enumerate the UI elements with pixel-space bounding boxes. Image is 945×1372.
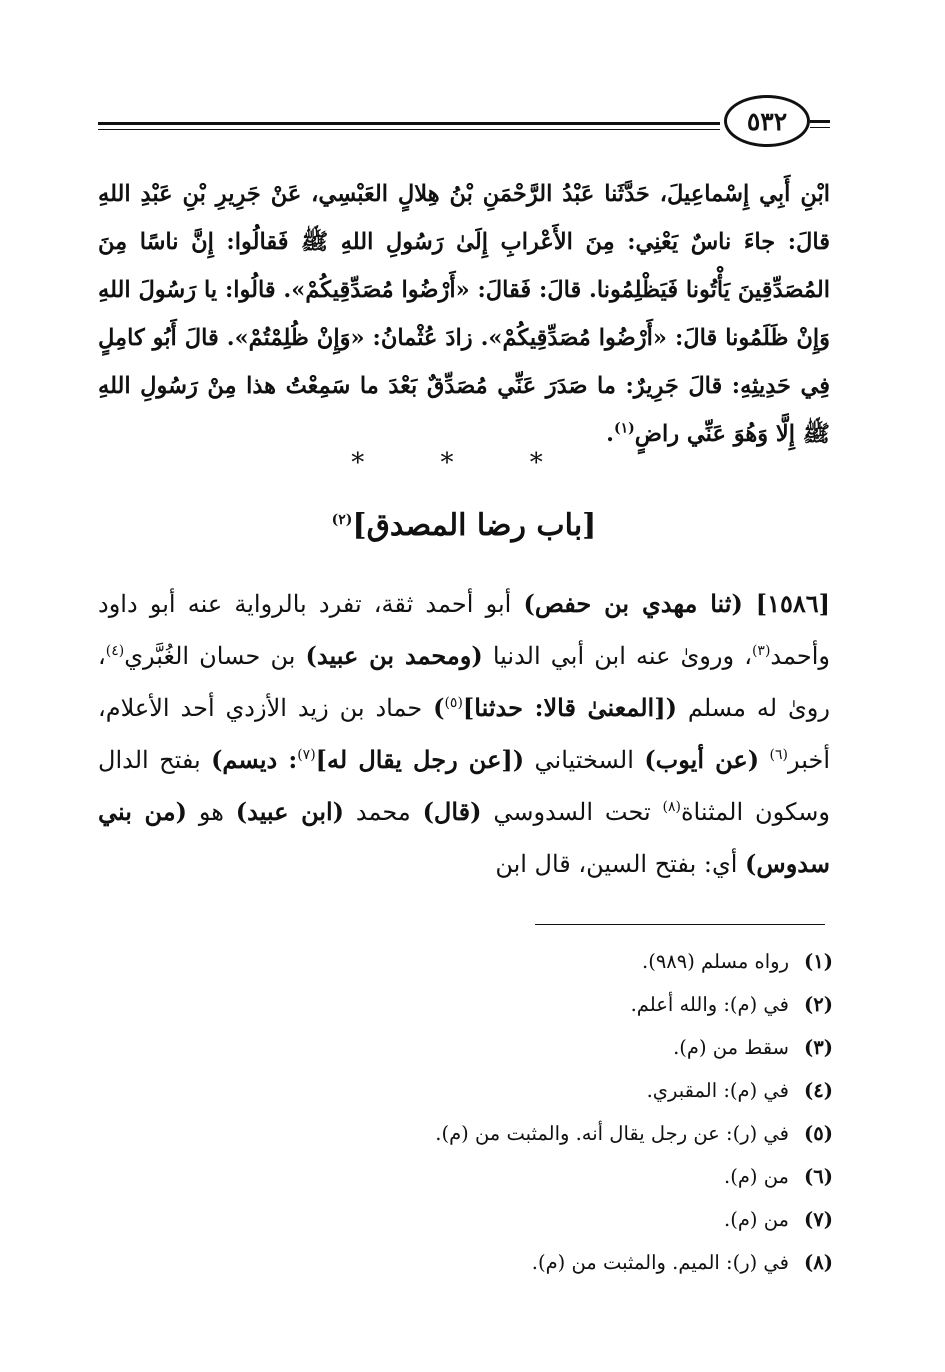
footnote-ref-8: (٨)	[662, 799, 681, 815]
footnote-number: (٦)	[804, 1165, 833, 1188]
footnote-text: من (م).	[724, 1208, 789, 1231]
commentary-segment: ، روىٰ له مسلم	[98, 642, 830, 722]
commentary-segment: (قال)	[422, 797, 482, 826]
commentary-segment: بن حسان الغُبَّري	[124, 642, 306, 670]
chapter-title	[98, 508, 830, 543]
footnote-text: في (ر): عن رجل يقال أنه. والمثبت من (م).	[435, 1122, 789, 1145]
hadith-end: .	[606, 421, 614, 447]
commentary-segment: حماد بن زيد الأزدي أحد الأعلام، أخبر	[98, 694, 830, 774]
header-rule	[98, 122, 720, 125]
commentary-segment: هو	[186, 798, 236, 826]
commentary-segment: (ابن عبيد)	[235, 797, 345, 826]
footnote-ref-5: (٥)	[444, 695, 463, 711]
commentary-segment: أي: بفتح السين، قال ابن	[495, 850, 746, 878]
footnotes	[233, 940, 833, 1284]
commentary-segment: ، وروىٰ عنه ابن أبي الدنيا	[482, 642, 752, 670]
commentary-segment: (ومحمد بن عبيد)	[305, 641, 483, 670]
commentary-segment: محمد	[344, 798, 423, 826]
page-number: ٥٣٢	[724, 95, 810, 147]
commentary-segment: السختياني	[524, 746, 645, 774]
commentary-segment: أبو أحمد ثقة، تفرد بالرواية عنه أبو داود وأحمد	[98, 590, 830, 670]
footnote-ref-6: (٦)	[769, 747, 788, 763]
footnote-text: في (ر): الميم. والمثبت من (م).	[531, 1251, 789, 1274]
commentary-segment: : ديسم)	[211, 745, 298, 774]
commentary-segment: [١٥٨٦] (ثنا مهدي بن حفص)	[523, 589, 830, 618]
commentary-text	[98, 578, 830, 890]
footnote-text: في (م): المقبري.	[646, 1079, 789, 1102]
footnote	[233, 940, 833, 983]
footnote-text: في (م): والله أعلم.	[630, 993, 789, 1016]
footnote	[233, 983, 833, 1026]
header-rule-thin	[98, 129, 720, 130]
commentary-segment: (من بني سدوس)	[98, 797, 830, 878]
footnote-number: (٨)	[804, 1251, 833, 1274]
header-rule-stub-thin	[810, 127, 830, 128]
commentary-segment: تحت السدوسي	[481, 798, 663, 826]
footnote-number: (١)	[804, 950, 833, 973]
commentary-segment: (عن أيوب)	[644, 745, 760, 774]
hadith-text	[98, 170, 830, 458]
footnote-ref-3: (٣)	[751, 643, 771, 659]
page-header	[98, 92, 830, 152]
footnote	[233, 1155, 833, 1198]
footnote-number: (٤)	[804, 1079, 833, 1102]
footnote-ref-4: (٤)	[105, 643, 125, 659]
footnote-number: (٥)	[804, 1122, 833, 1145]
footnote	[233, 1241, 833, 1284]
footnote-number: (٢)	[804, 993, 833, 1016]
commentary-segment	[759, 746, 769, 774]
footnote	[233, 1198, 833, 1241]
footnote-text: رواه مسلم (٩٨٩).	[642, 950, 789, 973]
footnote-number: (٧)	[804, 1208, 833, 1231]
commentary-segment: بفتح الدال وسكون المثناة	[98, 746, 830, 826]
footnote-ref-1: (١)	[613, 420, 635, 437]
footnote-text: من (م).	[724, 1165, 789, 1188]
commentary-segment: ([عن رجل يقال له]	[315, 745, 525, 774]
footnote-text: سقط من (م).	[673, 1036, 789, 1059]
footnote-ref-7: (٧)	[297, 747, 316, 763]
chapter-title-text: [باب رضا المصدق]	[352, 508, 597, 543]
hadith-body: ابْنِ أَبِي إِسْماعِيلَ، حَدَّثَنا عَبْدُ الرَّحْمَنِ بْنُ هِلالٍ العَبْسِي، عَنْ جَرِيرِ بْنِ عَبْدِ اللهِ قالَ: جاءَ ناسٌ يَعْنِي: مِنَ الأَعْرابِ إِلَىٰ رَسُولِ اللهِ ﷺ فَقالُوا: إِنَّ ناسًا مِنَ المُصَدِّقِينَ يَأْتُونا فَيَظْلِمُونا. قالَ: فَقالَ: «أَرْضُوا مُصَدِّقِيكُمْ». قالُوا: يا رَسُولَ اللهِ وَإِنْ ظَلَمُونا قالَ: «أَرْضُوا مُصَدِّقِيكُمْ». زادَ عُثْمانُ: «وَإِنْ ظُلِمْتُمْ». قالَ أَبُو كامِلٍ فِي حَدِيثِهِ: قالَ جَرِيرٌ: ما صَدَرَ عَنِّي مُصَدِّقٌ بَعْدَ ما سَمِعْتُ هذا مِنْ رَسُولِ اللهِ ﷺ إِلَّا وَهُوَ عَنِّي راضٍ	[98, 181, 831, 447]
footnote	[233, 1026, 833, 1069]
footnote-divider	[535, 924, 825, 925]
commentary-segment: ([المعنىٰ قالا: حدثنا]	[462, 693, 677, 722]
footnote	[233, 1112, 833, 1155]
header-rule-stub	[810, 120, 830, 123]
footnote	[233, 1069, 833, 1112]
footnote-number: (٣)	[804, 1036, 833, 1059]
commentary-segment: )	[433, 693, 445, 722]
footnote-ref-2: (٢)	[331, 512, 353, 528]
section-separator: * * *	[351, 448, 577, 478]
